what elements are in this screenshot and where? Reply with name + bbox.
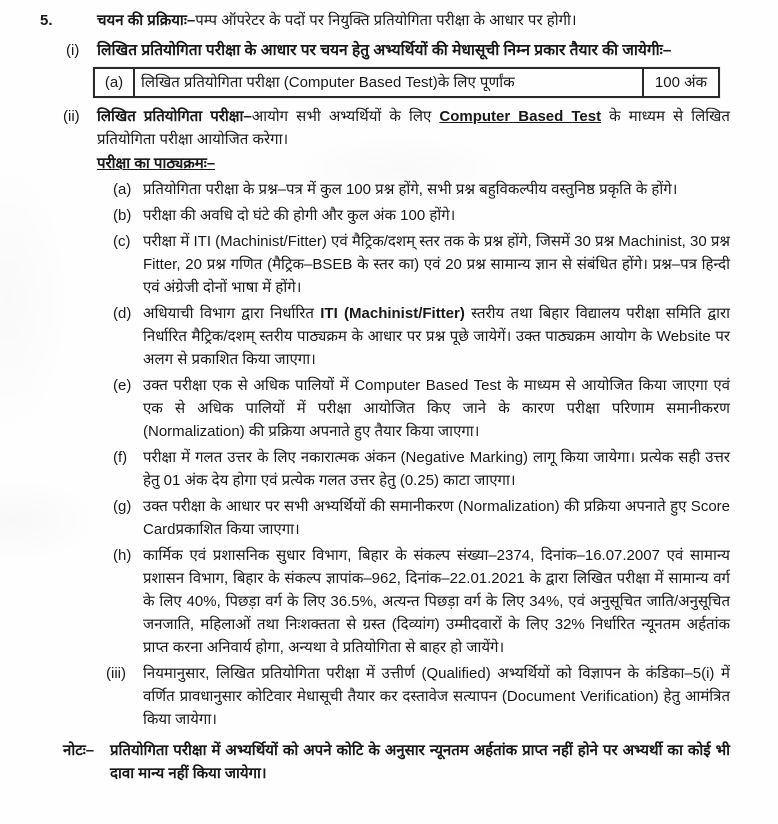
syllabus-item-c [0, 230, 730, 299]
syllabus-item-a-text: प्रतियोगिता परीक्षा के प्रश्न–पत्र में कुल 100 प्रश्न होंगे, सभी प्रश्न बहुविकल्पीय वस्तुनिष्ठ प्रकृति के होंगे। [143, 181, 678, 198]
syllabus-item-c-text: परीक्षा में ITI (Machinist/Fitter) एवं मैट्रिक/दशम् स्तर तक के प्रश्न होंगे, जिसमें 30 प्रश्न Machinist, 30 प्रश्न Fitter, 20 प्रश्न गणित (मैट्रिक–BSEB के स्तर का) एवं 20 प्रश्न सामान्य ज्ञान से संबंधित होंगे। प्रश्न–पत्र हिन्दी एवं अंग्रेजी दोनों भाषा में होंगे। [143, 233, 730, 296]
section-title-bold: चयन की प्रक्रियाः– [97, 12, 196, 29]
syllabus-item-d-bold: ITI (Machinist/Fitter) [320, 305, 465, 322]
table-cell-description: लिखित प्रतियोगिता परीक्षा (Computer Based Test)के लिए पूर्णांक [141, 74, 515, 91]
syllabus-item-h-label: (h) [113, 547, 132, 564]
syllabus-list [0, 178, 730, 659]
section-title [97, 9, 730, 32]
syllabus-item-g-label: (g) [113, 498, 132, 515]
syllabus-item-a [0, 178, 730, 201]
syllabus-item-d-post: स्तरीय तथा बिहार विद्यालय परीक्षा समिति द्वारा निर्धारित मैट्रिक/दशम् स्तरीय पाठ्यक्रम के आधार पर प्रश्न पूछे जायेगें। उक्त पाठ्यक्रम आयोग के Website पर अलग से प्रकाशित किया जाएगा। [143, 305, 730, 368]
clause-ii [0, 105, 730, 175]
clause-i-text: लिखित प्रतियोगिता परीक्षा के आधार पर चयन हेतु अभ्यर्थियों की मेधासूची निम्न प्रकार तैयार की जायेगीः– [97, 42, 672, 59]
syllabus-item-h-text: कार्मिक एवं प्रशासनिक सुधार विभाग, बिहार के संकल्प संख्या–2374, दिनांक–16.07.2007 एवं सामान्य प्रशासन विभाग, बिहार के संकल्प ज्ञापांक–962, दिनांक–22.01.2021 के द्वारा लिखित परीक्षा में सामान्य वर्ग के लिए 40%, पिछड़ा वर्ग के लिए 36.5%, अत्यन्त पिछड़ा वर्ग के लिए 34%, एवं अनुसूचित जाति/अनुसूचित जनजाति, महिलाओं तथा निःशक्तता से ग्रस्त (दिव्यांग) उम्मीदवारों के लिए 32% निर्धारित न्यूनतम अर्हतांक प्राप्त करना अनिवार्य होगा, अन्यथा वे प्रतियोगिता से बाहर हो जायेंगे। [143, 547, 730, 656]
note-label: नोटः– [63, 742, 95, 759]
syllabus-item-c-label: (c) [113, 233, 131, 250]
syllabus-item-f-text: परीक्षा में गलत उत्तर के लिए नकारात्मक अंकन (Negative Marking) लागू किया जायेगा। प्रत्येक सही उत्तर हेतु 01 अंक देय होगा एवं प्रत्येक गलत उत्तर हेतु (0.25) काटा जाएगा। [143, 449, 730, 489]
syllabus-heading-text: परीक्षा का पाठ्यक्रमः– [97, 155, 216, 172]
clause-ii-body-1: आयोग सभी अभ्यर्थियों के लिए [251, 108, 440, 125]
clause-ii-text [97, 105, 730, 175]
section-number: 5. [40, 12, 53, 29]
note [0, 739, 730, 785]
clause-ii-body-2: के माध्यम से लिखित प्रतियोगिता परीक्षा आयोजित करेगा। [97, 108, 730, 148]
section-5-heading [0, 9, 730, 32]
note-text: प्रतियोगिता परीक्षा में अभ्यर्थियों को अपने कोटि के अनुसार न्यूनतम अर्हतांक प्राप्त नहीं होने पर अभ्यर्थी का कोई भी दावा मान्य नहीं किया जायेगा। [110, 742, 730, 782]
clause-ii-emphasis: Computer Based Test [439, 108, 602, 125]
syllabus-item-b-label: (b) [113, 207, 132, 224]
syllabus-item-h [0, 544, 730, 659]
table-cell-marks: 100 अंक [642, 69, 718, 96]
syllabus-item-b [0, 204, 730, 227]
clause-i-label: (i) [66, 42, 80, 59]
syllabus-item-d-label: (d) [113, 305, 132, 322]
syllabus-item-g-text: उक्त परीक्षा के आधार पर सभी अभ्यर्थियों की समानीकरण (Normalization) की प्रक्रिया अपनाते हुए Score Cardप्रकाशित किया जाएगा। [143, 498, 730, 538]
clause-ii-lead: लिखित प्रतियोगिता परीक्षा– [97, 108, 252, 125]
marks-table [93, 67, 720, 98]
section-title-rest: पम्प ऑपरेटर के पदों पर नियुक्ति प्रतियोगिता परीक्षा के आधार पर होगी। [195, 12, 577, 29]
clause-iii-text: नियमानुसार, लिखित प्रतियोगिता परीक्षा में उत्तीर्ण (Qualified) अभ्यर्थियों को विज्ञापन के कंडिका–5(i) में वर्णित प्रावधानुसार कोटिवार मेधासूची तैयार कर दस्तावेज सत्यापन (Document Verification) हेतु आमंत्रित किया जायेगा। [143, 665, 730, 728]
syllabus-item-f-label: (f) [113, 449, 128, 466]
syllabus-item-e-text: उक्त परीक्षा एक से अधिक पालियों में Computer Based Test के माध्यम से आयोजित किया जाएगा एवं एक से अधिक पालियों में परीक्षा आयोजित किए जाने के कारण परीक्षा परिणाम समानीकरण (Normalization) की प्रक्रिया अपनाते हुए तैयार किया जाएगा। [143, 377, 730, 440]
clause-iii-label: (iii) [106, 665, 126, 682]
clause-iii [0, 662, 730, 731]
syllabus-item-b-text: परीक्षा की अवधि दो घंटे की होगी और कुल अंक 100 होंगे। [143, 207, 456, 224]
table-cell-sl: (a) [95, 69, 135, 96]
syllabus-item-e-label: (e) [113, 377, 132, 394]
syllabus-heading [97, 152, 730, 175]
clause-ii-label: (ii) [63, 108, 80, 125]
clause-i [0, 39, 730, 62]
syllabus-item-d-pre: अधियाची विभाग द्वारा निर्धारित [143, 305, 321, 322]
syllabus-item-f [0, 446, 730, 492]
syllabus-item-e [0, 374, 730, 443]
syllabus-item-d-text [143, 302, 730, 371]
syllabus-item-a-label: (a) [113, 181, 132, 198]
syllabus-item-g [0, 495, 730, 541]
syllabus-item-d [0, 302, 730, 371]
